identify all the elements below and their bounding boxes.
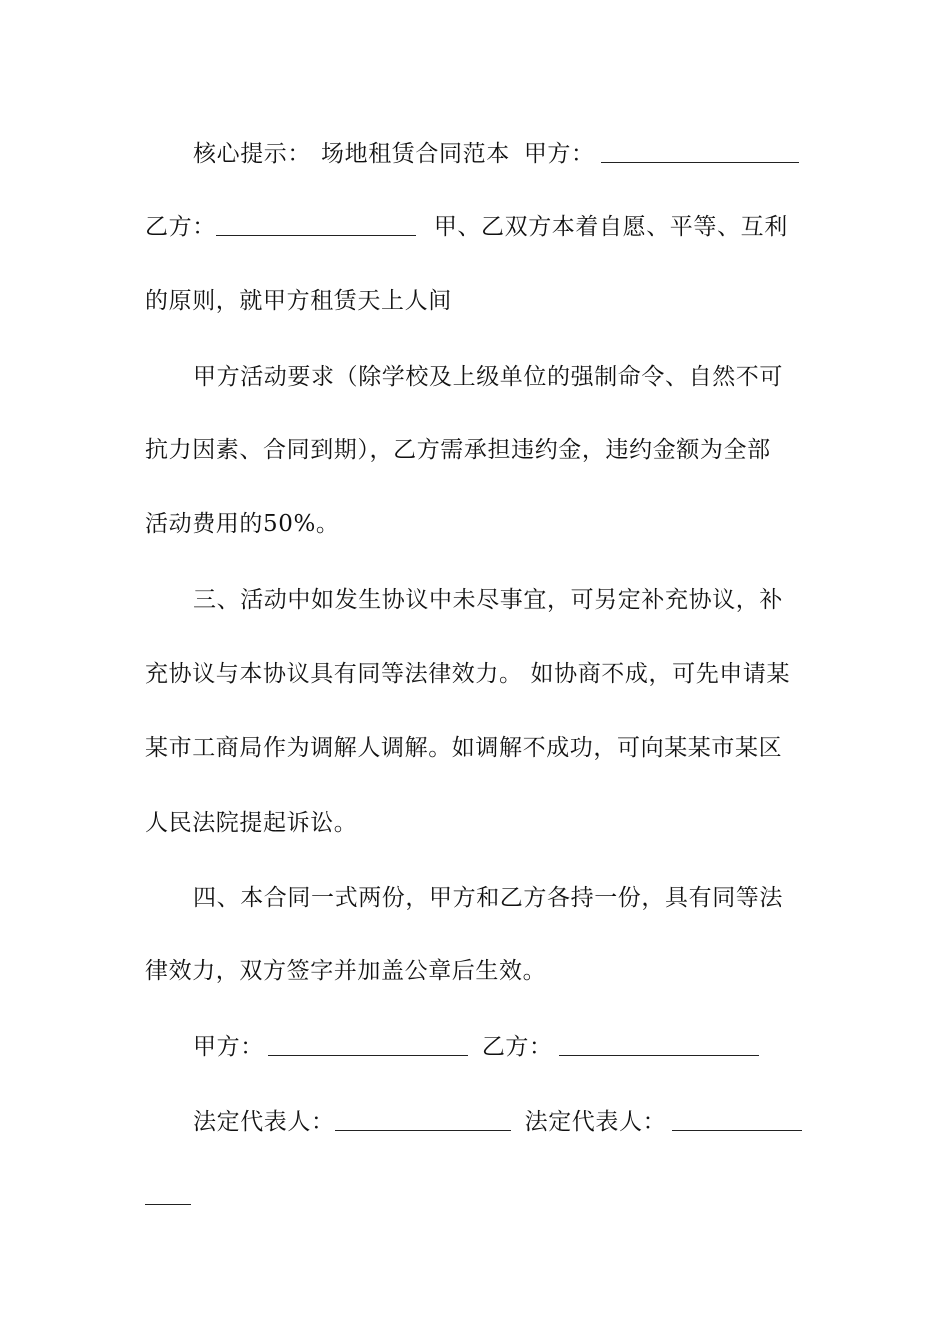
body-line: 活动费用的50%。 (145, 511, 340, 537)
rep-b-blank (672, 1108, 802, 1131)
rep-a-blank (335, 1108, 511, 1131)
party-a-blank (601, 140, 799, 163)
sign-party-b-label: 乙方： (481, 1034, 553, 1060)
signature-line-representatives (193, 1106, 807, 1138)
sign-party-a-label: 甲方： (193, 1034, 264, 1060)
clause-four: 四、本合同一式两份，甲方和乙方各持一份，具有同等法 (193, 885, 783, 911)
signature-line-parties (193, 1031, 807, 1063)
party-a-label: 甲方： (523, 141, 595, 167)
rep-b-label: 法定代表人： (524, 1109, 667, 1135)
sign-party-b-blank (559, 1033, 759, 1056)
party-b-blank (216, 213, 416, 236)
body-line: 抗力因素、合同到期），乙方需承担违约金，违约金额为全部 (145, 437, 771, 463)
blank-continuation (145, 1180, 807, 1212)
body-line: 甲方活动要求（除学校及上级单位的强制命令、自然不可 (193, 364, 783, 390)
rep-a-label: 法定代表人： (193, 1109, 335, 1135)
body-line: 某市工商局作为调解人调解。如调解不成功，可向某某市某区 (145, 735, 783, 761)
rep-b-blank-continued (145, 1182, 191, 1205)
body-line: 律效力，双方签字并加盖公章后生效。 (145, 958, 547, 984)
clause-three: 三、活动中如发生协议中未尽事宜，可另定补充协议，补 (193, 587, 783, 613)
body-line: 的原则，就甲方租赁天上人间 (145, 288, 452, 314)
party-b-label: 乙方： (145, 214, 216, 240)
intro-line (193, 138, 807, 170)
party-b-line (145, 211, 807, 243)
contract-title: 场地租赁合同范本 (321, 141, 510, 167)
body-text: 甲、乙双方本着自愿、平等、互利 (433, 214, 788, 240)
hint-label: 核心提示： (193, 141, 311, 167)
sign-party-a-blank (268, 1033, 468, 1056)
body-line: 人民法院提起诉讼。 (145, 810, 358, 836)
body-line: 充协议与本协议具有同等法律效力。 如协商不成，可先申请某 (145, 661, 791, 687)
